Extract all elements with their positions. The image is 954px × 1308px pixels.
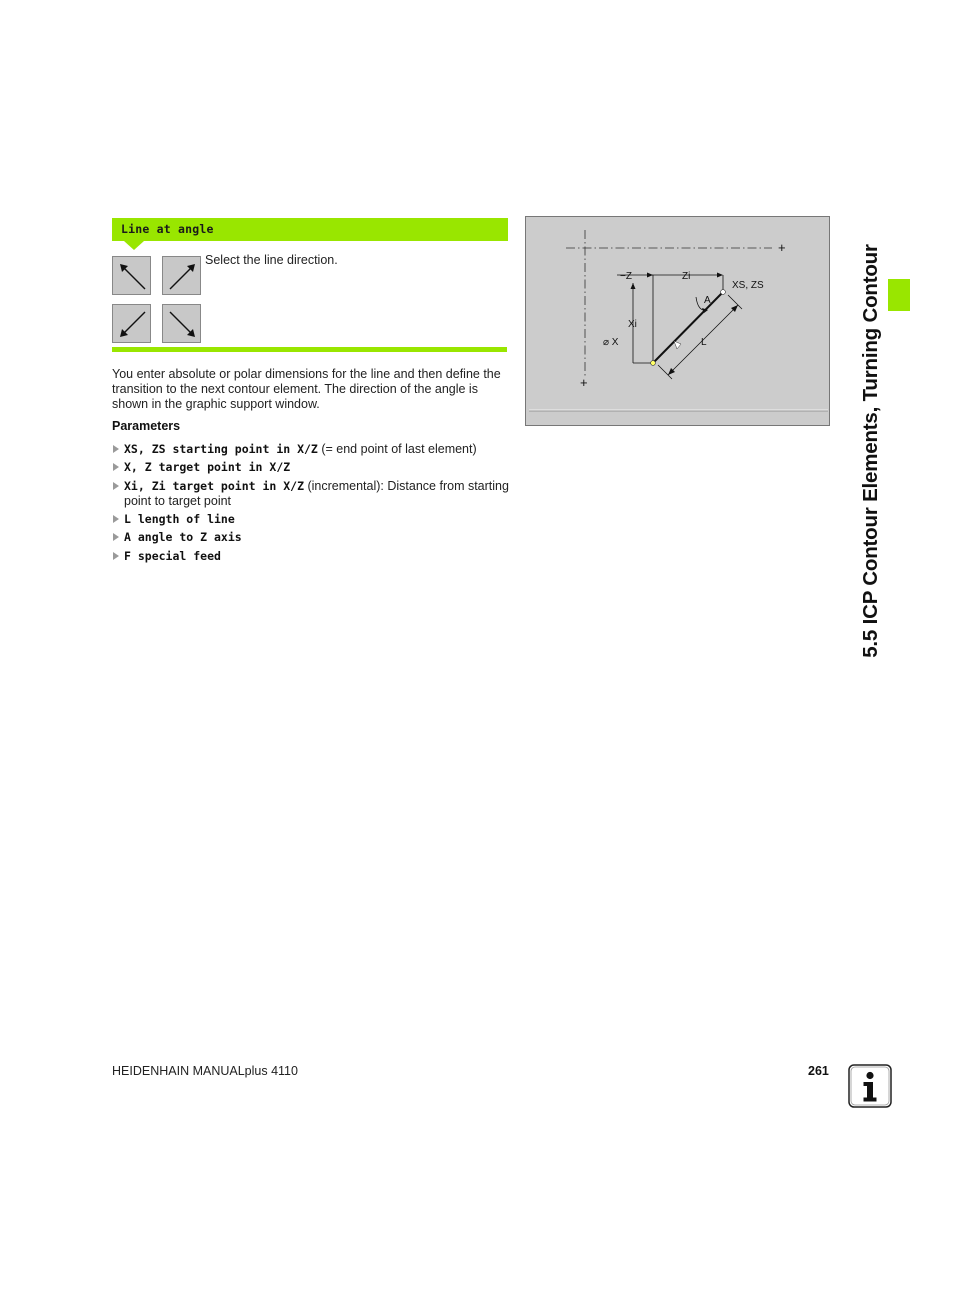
bullet-triangle-icon [113,463,119,471]
softkey-direction-down-left[interactable] [112,304,151,343]
arrow-down-left-icon [113,305,152,344]
softkey-direction-up-right[interactable] [162,256,201,295]
section-bottom-bar [112,347,507,352]
label-angle-a: A [704,295,711,306]
arrow-up-left-icon [113,257,152,296]
label-minus-z: −Z [620,271,632,282]
direction-arrow [674,341,681,349]
plus-marker: + [580,375,588,390]
intro-paragraph: You enter absolute or polar dimensions for the line and then define the transition to the next contour element. The direction of the angle is shown in the graphic support window. [112,367,501,411]
chapter-tab [888,279,910,311]
select-direction-text: Select the line direction. [205,253,338,267]
label-zi: Zi [682,271,691,282]
bullet-triangle-icon [113,533,119,541]
graphic-support-window [525,216,830,426]
bullet-triangle-icon [113,482,119,490]
chapter-side-title: 5.5 ICP Contour Elements, Turning Contour [859,244,882,658]
arrowhead [647,273,653,278]
softkey-direction-up-left[interactable] [112,256,151,295]
start-point [651,361,656,366]
label-length-l: L [701,337,707,348]
parameters-heading: Parameters [112,419,181,433]
section-pointer [124,241,144,250]
softkey-direction-down-right[interactable] [162,304,201,343]
line-at-angle-diagram [526,217,831,427]
info-icon-graphic [848,1064,892,1108]
plus-marker: + [778,240,786,255]
arrowhead [631,283,636,289]
arrowhead [717,273,723,278]
arrow-up-right-icon [163,257,202,296]
bullet-triangle-icon [113,552,119,560]
label-diameter-x: ⌀ X [603,337,619,348]
bullet-triangle-icon [113,445,119,453]
angled-line [653,292,723,363]
footer-manual-name: HEIDENHAIN MANUALplus 4110 [112,1064,298,1078]
parameter-code: X, Z target point in X/Z [124,460,291,474]
parameter-code: F special feed [124,549,221,563]
parameter-description: (= end point of last element) [317,442,477,456]
end-point [721,290,726,295]
bullet-triangle-icon [113,515,119,523]
section-title: Line at angle [121,222,214,236]
parameter-description: (incremental): Distance from starting point to target point [124,479,509,508]
parameter-code: L length of line [124,512,235,526]
parameter-code: A angle to Z axis [124,530,242,544]
parameter-code: XS, ZS starting point in X/Z [124,442,318,456]
info-icon[interactable] [848,1064,892,1108]
label-xs-zs: XS, ZS [732,280,764,291]
arrow-down-right-icon [163,305,202,344]
label-xi: Xi [628,319,637,330]
page-number: 261 [808,1064,829,1078]
parameter-code: Xi, Zi target point in X/Z [124,479,305,493]
side-title-container [854,216,888,686]
